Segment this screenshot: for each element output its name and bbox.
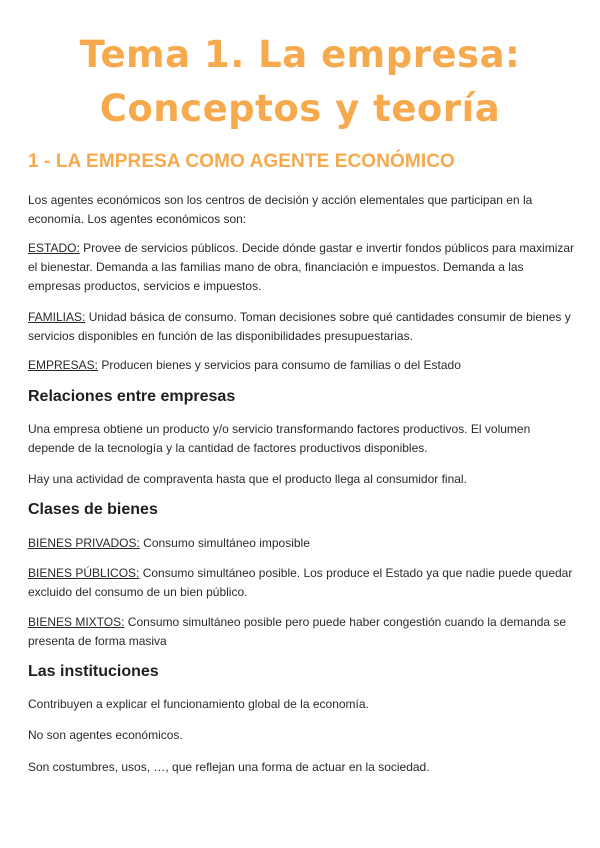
instituciones-paragraph-2: No son agentes económicos.	[28, 728, 183, 742]
term-familias: FAMILIAS:	[28, 310, 86, 324]
definition-bienes-mixtos: Consumo simultáneo posible pero puede haber congestión cuando la demanda se presenta de forma masiva	[28, 615, 567, 648]
agent-familias	[28, 308, 578, 346]
section-heading-agente-economico: 1 - LA EMPRESA COMO AGENTE ECONÓMICO	[28, 151, 455, 172]
document-title	[0, 28, 600, 136]
bienes-publicos	[28, 564, 578, 602]
relaciones-paragraph-2: Hay una actividad de compraventa hasta que el producto llega al consumidor final.	[28, 472, 467, 486]
term-bienes-publicos: BIENES PÚBLICOS:	[28, 566, 140, 580]
agent-empresas	[28, 356, 578, 375]
bienes-mixtos	[28, 613, 578, 651]
subheading-clases-bienes: Clases de bienes	[28, 501, 158, 518]
subheading-relaciones: Relaciones entre empresas	[28, 388, 236, 405]
definition-familias: Unidad básica de consumo. Toman decisiones sobre qué cantidades consumir de bienes y servicios disponibles en función de las disponibilidades presupuestarias.	[28, 310, 571, 343]
term-bienes-privados: BIENES PRIVADOS:	[28, 536, 140, 550]
instituciones-paragraph-1: Contribuyen a explicar el funcionamiento global de la economía.	[28, 697, 369, 711]
term-estado: ESTADO:	[28, 241, 80, 255]
bienes-privados	[28, 534, 578, 553]
title-line-2: Conceptos y teoría	[99, 87, 501, 130]
term-bienes-mixtos: BIENES MIXTOS:	[28, 615, 125, 629]
term-empresas: EMPRESAS:	[28, 358, 99, 372]
instituciones-paragraph-3: Son costumbres, usos, …, que reflejan una forma de actuar en la sociedad.	[28, 760, 430, 774]
intro-paragraph: Los agentes económicos son los centros de decisión y acción elementales que participan en la economía. Los agentes económicos son:	[28, 193, 533, 226]
agent-estado	[28, 239, 578, 296]
title-line-1: Tema 1. La empresa:	[79, 33, 521, 76]
definition-empresas: Producen bienes y servicios para consumo de familias o del Estado	[98, 358, 461, 372]
definition-bienes-privados: Consumo simultáneo imposible	[139, 536, 310, 550]
relaciones-paragraph-1: Una empresa obtiene un producto y/o servicio transformando factores productivos. El volumen depende de la tecnología y la cantidad de factores productivos disponibles.	[28, 422, 531, 455]
subheading-instituciones: Las instituciones	[28, 663, 159, 680]
definition-bienes-publicos: Consumo simultáneo posible. Los produce el Estado ya que nadie puede quedar excluido del consumo de un bien público.	[28, 566, 573, 599]
definition-estado: Provee de servicios públicos. Decide dónde gastar e invertir fondos públicos para maximizar el bienestar. Demanda a las familias mano de obra, financiación e impuestos. Demanda a las empresas productos, servicios e impuestos.	[28, 241, 575, 293]
